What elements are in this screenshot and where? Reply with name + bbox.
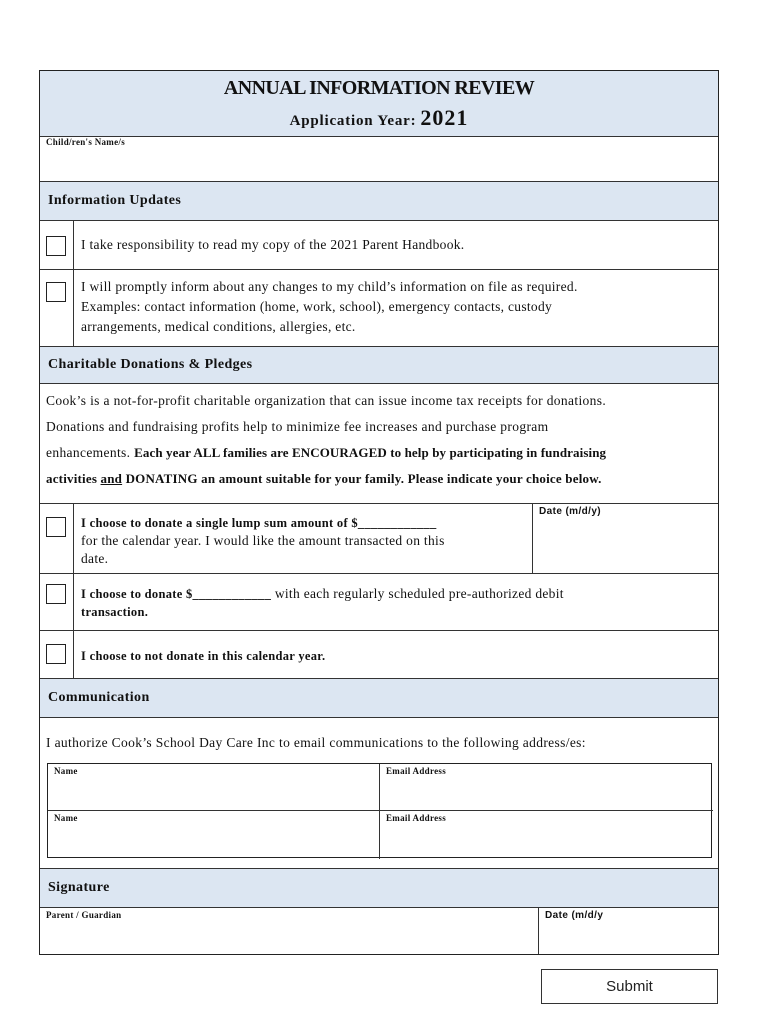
divider [73,503,74,678]
information-updates-heading: Information Updates [48,193,182,208]
email-authorization-text: I authorize Cook’s School Day Care Inc to email communications to the following address/es: [46,735,586,750]
information-updates-header [40,181,718,221]
email-table [47,763,712,858]
lump-sum-date-label: Date (m/d/y) [539,506,602,517]
email-address-field-1[interactable] [380,764,711,810]
annual-information-review-form [39,70,719,955]
email-address-label: Email Address [386,766,446,776]
email-address-label: Email Address [386,813,446,823]
parent-guardian-signature-field[interactable] [40,908,538,954]
handbook-statement: I take responsibility to read my copy of the 2021 Parent Handbook. [81,237,465,252]
inform-changes-line1: I will promptly inform about any changes to my child’s information on file as required. [81,279,578,294]
signature-heading: Signature [48,880,110,895]
donations-paragraph-line2: Donations and fundraising profits help to minimize fee increases and purchase program [46,419,549,434]
application-year [40,105,718,131]
email-name-field-1[interactable] [48,764,379,810]
donations-line4-part2: DONATING an amount suitable for your family. Please indicate your choice below. [125,471,602,486]
lump-sum-date-field[interactable] [533,504,718,573]
email-name-field-2[interactable] [48,811,379,857]
parent-guardian-label: Parent / Guardian [46,910,122,920]
lump-sum-line2: for the calendar year. I would like the amount transacted on this [81,533,445,548]
communication-header [40,678,718,718]
no-donation-checkbox[interactable] [46,644,66,664]
inform-changes-line3: arrangements, medical conditions, allergies, etc. [81,319,356,334]
donations-line4-part1: activities [46,471,98,486]
inform-changes-checkbox[interactable] [46,282,66,302]
recurring-donation-checkbox[interactable] [46,584,66,604]
donations-line4-and: and [100,471,123,486]
donations-line3-bold: Each year ALL families are ENCOURAGED to help by participating in fundraising [134,445,607,460]
recurring-line2: transaction. [81,605,149,619]
divider [40,573,718,574]
signature-date-field[interactable] [539,908,718,954]
donations-paragraph-line1: Cook’s is a not-for-profit charitable organization that can issue income tax receipts for donations. [46,393,607,408]
year-label: Application Year: [289,113,417,129]
lump-sum-checkbox[interactable] [46,517,66,537]
form-title: ANNUAL INFORMATION REVIEW [223,77,535,99]
divider [40,269,718,270]
no-donation-label: I choose to not donate in this calendar year. [81,649,326,663]
recurring-rest: with each regularly scheduled pre-authorized debit [271,586,564,601]
donations-heading: Charitable Donations & Pledges [48,357,253,372]
communication-heading: Communication [48,690,150,705]
handbook-checkbox[interactable] [46,236,66,256]
name-label: Name [54,813,78,823]
children-name-label: Child/ren's Name/s [46,137,125,147]
email-address-field-2[interactable] [380,811,711,857]
donations-paragraph-line3 [46,445,606,461]
year-value: 2021 [420,105,469,130]
lump-sum-line3: date. [81,551,109,566]
donations-header [40,346,718,384]
inform-changes-line2: Examples: contact information (home, work, school), emergency contacts, custody [81,299,553,314]
submit-button[interactable]: Submit [541,969,718,1004]
lump-sum-line1: I choose to donate a single lump sum amount of $____________ [81,516,437,530]
donations-paragraph-line4 [46,471,602,487]
name-label: Name [54,766,78,776]
recurring-bold: I choose to donate $____________ [81,587,272,601]
divider [40,630,718,631]
form-title-header [40,71,718,137]
signature-header [40,868,718,908]
children-name-field[interactable] [40,137,718,181]
donations-line3-plain: enhancements. [46,445,131,460]
signature-date-label: Date (m/d/y [545,910,604,921]
recurring-line1 [81,585,564,603]
divider [73,221,74,346]
